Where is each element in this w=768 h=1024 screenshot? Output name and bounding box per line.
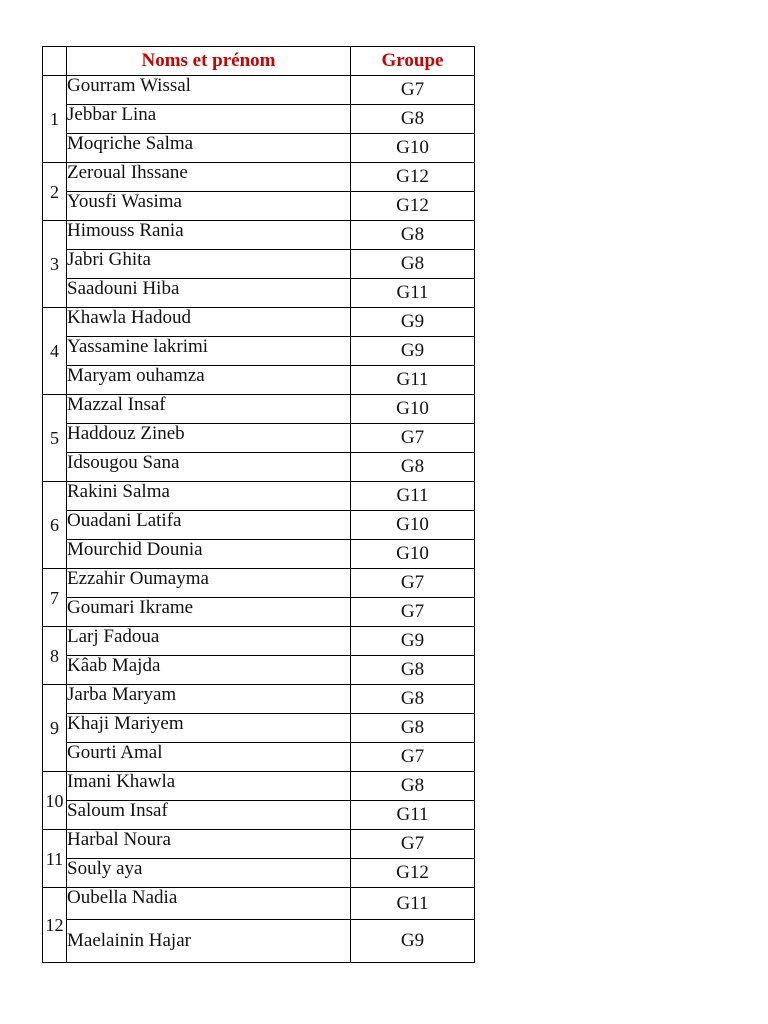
table-row xyxy=(43,308,475,337)
student-name-cell: Moqriche Salma xyxy=(67,134,351,163)
student-name-cell: Saadouni Hiba xyxy=(67,279,351,308)
table-row xyxy=(43,920,475,963)
table-row xyxy=(43,801,475,830)
student-group-cell: G8 xyxy=(351,250,475,279)
table-row xyxy=(43,714,475,743)
student-group-cell: G8 xyxy=(351,714,475,743)
student-group-cell: G9 xyxy=(351,337,475,366)
student-name-cell: Mourchid Dounia xyxy=(67,540,351,569)
student-name-cell: Gourti Amal xyxy=(67,743,351,772)
group-number-cell: 7 xyxy=(43,569,67,627)
group-number-cell: 4 xyxy=(43,308,67,395)
group-number-cell: 8 xyxy=(43,627,67,685)
student-group-cell: G7 xyxy=(351,743,475,772)
student-name-cell: Maelainin Hajar xyxy=(67,920,351,963)
student-group-cell: G9 xyxy=(351,308,475,337)
student-group-cell: G9 xyxy=(351,920,475,963)
group-number-cell: 12 xyxy=(43,888,67,963)
student-name-cell: Jebbar Lina xyxy=(67,105,351,134)
table-row xyxy=(43,656,475,685)
student-name-cell: Jarba Maryam xyxy=(67,685,351,714)
table-row xyxy=(43,424,475,453)
student-group-cell: G10 xyxy=(351,395,475,424)
student-name-cell: Yassamine lakrimi xyxy=(67,337,351,366)
table-row xyxy=(43,685,475,714)
student-group-cell: G8 xyxy=(351,685,475,714)
student-group-cell: G7 xyxy=(351,569,475,598)
student-group-cell: G12 xyxy=(351,163,475,192)
student-name-cell: Gourram Wissal xyxy=(67,76,351,105)
student-group-cell: G10 xyxy=(351,540,475,569)
student-name-cell: Oubella Nadia xyxy=(67,888,351,920)
group-number-cell: 9 xyxy=(43,685,67,772)
student-name-cell: Zeroual Ihssane xyxy=(67,163,351,192)
table-row xyxy=(43,192,475,221)
table-row xyxy=(43,279,475,308)
table-row xyxy=(43,105,475,134)
group-number-cell: 2 xyxy=(43,163,67,221)
student-name-cell: Kâab Majda xyxy=(67,656,351,685)
student-name-cell: Himouss Rania xyxy=(67,221,351,250)
table-row xyxy=(43,772,475,801)
student-name-cell: Yousfi Wasima xyxy=(67,192,351,221)
group-number-cell: 10 xyxy=(43,772,67,830)
student-name-cell: Ouadani Latifa xyxy=(67,511,351,540)
table-row xyxy=(43,859,475,888)
table-row xyxy=(43,134,475,163)
table-row xyxy=(43,366,475,395)
group-number-cell: 3 xyxy=(43,221,67,308)
table-row xyxy=(43,163,475,192)
header-name-cell: Noms et prénom xyxy=(67,47,351,76)
group-number-cell: 1 xyxy=(43,76,67,163)
student-group-cell: G10 xyxy=(351,511,475,540)
student-name-cell: Ezzahir Oumayma xyxy=(67,569,351,598)
student-name-cell: Haddouz Zineb xyxy=(67,424,351,453)
table-row xyxy=(43,743,475,772)
student-group-cell: G11 xyxy=(351,482,475,511)
table-row xyxy=(43,830,475,859)
student-name-cell: Maryam ouhamza xyxy=(67,366,351,395)
group-number-cell: 6 xyxy=(43,482,67,569)
roster-body xyxy=(43,76,475,963)
student-name-cell: Khawla Hadoud xyxy=(67,308,351,337)
student-name-cell: Saloum Insaf xyxy=(67,801,351,830)
table-row xyxy=(43,395,475,424)
table-row xyxy=(43,888,475,920)
student-group-cell: G7 xyxy=(351,598,475,627)
roster-table xyxy=(42,46,475,963)
student-group-cell: G7 xyxy=(351,830,475,859)
table-row xyxy=(43,453,475,482)
header-number-cell xyxy=(43,47,67,76)
table-row xyxy=(43,337,475,366)
student-group-cell: G8 xyxy=(351,105,475,134)
student-name-cell: Rakini Salma xyxy=(67,482,351,511)
table-row xyxy=(43,482,475,511)
table-row xyxy=(43,250,475,279)
student-name-cell: Goumari Ikrame xyxy=(67,598,351,627)
group-number-cell: 5 xyxy=(43,395,67,482)
student-group-cell: G8 xyxy=(351,221,475,250)
student-name-cell: Larj Fadoua xyxy=(67,627,351,656)
student-group-cell: G10 xyxy=(351,134,475,163)
group-number-cell: 11 xyxy=(43,830,67,888)
student-group-cell: G8 xyxy=(351,656,475,685)
table-row xyxy=(43,540,475,569)
table-row xyxy=(43,569,475,598)
table-row xyxy=(43,511,475,540)
student-group-cell: G8 xyxy=(351,772,475,801)
student-name-cell: Idsougou Sana xyxy=(67,453,351,482)
student-group-cell: G11 xyxy=(351,801,475,830)
table-row xyxy=(43,221,475,250)
student-group-cell: G7 xyxy=(351,424,475,453)
student-group-cell: G7 xyxy=(351,76,475,105)
student-name-cell: Imani Khawla xyxy=(67,772,351,801)
student-group-cell: G8 xyxy=(351,453,475,482)
student-group-cell: G9 xyxy=(351,627,475,656)
student-group-cell: G12 xyxy=(351,192,475,221)
table-row xyxy=(43,627,475,656)
student-group-cell: G12 xyxy=(351,859,475,888)
student-group-cell: G11 xyxy=(351,888,475,920)
student-name-cell: Mazzal Insaf xyxy=(67,395,351,424)
student-name-cell: Harbal Noura xyxy=(67,830,351,859)
student-name-cell: Khaji Mariyem xyxy=(67,714,351,743)
student-name-cell: Souly aya xyxy=(67,859,351,888)
table-row xyxy=(43,598,475,627)
student-name-cell: Jabri Ghita xyxy=(67,250,351,279)
student-group-cell: G11 xyxy=(351,366,475,395)
header-row xyxy=(43,47,475,76)
student-group-cell: G11 xyxy=(351,279,475,308)
header-group-cell: Groupe xyxy=(351,47,475,76)
table-row xyxy=(43,76,475,105)
